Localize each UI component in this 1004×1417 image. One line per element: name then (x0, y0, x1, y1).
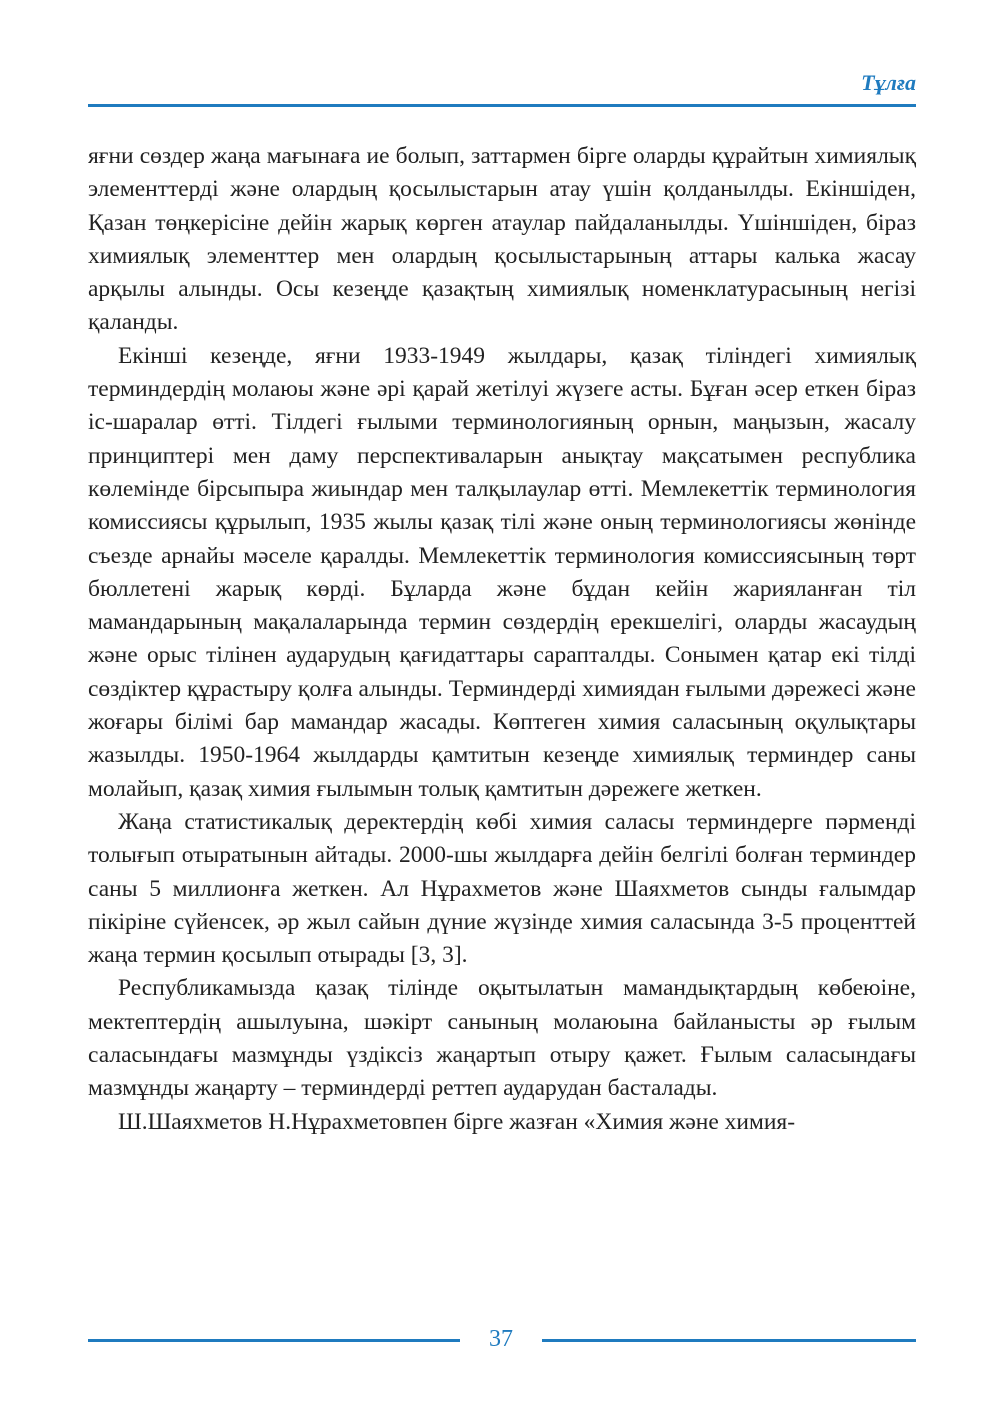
paragraph-2: Екінші кезеңде, яғни 1933-1949 жылдары, қазақ тіліндегі химиялық терминдердің молаюы және әрі қарай жетілуі жүзеге асты. Бұған әсер еткен біраз іс-шаралар өтті. Тілдегі ғылыми терминологияның орнын, маңызын, жасалу принциптері мен даму перспективаларын анықтау мақсатымен республика көлемінде бірсыпыра жиындар мен талқылаулар өтті. Мемлекеттік терминология комиссиясы құрылып, 1935 жылы қазақ тілі және оның терминологиясы жөнінде съезде арнайы мәселе қаралды. Мемлекеттік терминология комиссиясының төрт бюллетені жарық көрді. Бұларда және бұдан кейін жарияланған тіл мамандарының мақалаларында термин сөздердің ерекшелігі, оларды жасаудың және орыс тілінен аударудың қағидаттары сарапталды. Сонымен қатар екі тілді сөздіктер құрастыру қолға алынды. Терминдерді химиядан ғылыми дәрежесі және жоғары білімі бар мамандар жасады. Көптеген химия саласының оқулықтары жазылды. 1950-1964 жылдарды қамтитын кезеңде химиялық терминдер саны молайып, қазақ химия ғылымын толық қамтитын дәрежеге жеткен. (88, 342, 916, 802)
footer-divider-right (542, 1339, 916, 1342)
footer-divider-left (88, 1339, 460, 1342)
paragraph-4: Республикамызда қазақ тілінде оқытылатын мамандықтардың көбеюіне, мектептердің ашылуына, шәкірт санының молаюына байланысты әр ғылым саласындағы мазмұнды үздіксіз жаңартып отыру қажет. Ғылым саласындағы мазмұнды жаңарту – терминдерді реттеп аударудан басталады. (88, 975, 916, 1102)
body-text (88, 140, 916, 1139)
paragraph-3: Жаңа статистикалық деректердің көбі химия саласы терминдерге пәрменді толығып отыратынын айтады. 2000-шы жылдарға дейін белгілі болған терминдер саны 5 миллионға жеткен. Ал Нұрахметов және Шаяхметов сынды ғалымдар пікіріне сүйенсек, әр жыл сайын дүние жүзінде химия саласында 3-5 проценттей жаңа термин қосылып отырады [3, 3]. (88, 808, 916, 969)
paragraph-1: яғни сөздер жаңа мағынаға ие болып, заттармен бірге оларды құрайтын химиялық элементтерді және олардың қосылыстарын атау үшін қолданылды. Екіншіден, Қазан төңкерісіне дейін жарық көрген атаулар пайдаланылды. Үшіншіден, біраз химиялық элементтер мен олардың қосылыстарының аттары калька жасау арқылы алынды. Осы кезеңде қазақтың химиялық номенклатурасының негізі қаланды. (88, 143, 916, 336)
running-header-title: Тұлға (861, 70, 916, 95)
paragraph-5: Ш.Шаяхметов Н.Нұрахметовпен бірге жазған «Химия және химия- (118, 1108, 796, 1135)
header-divider (88, 104, 916, 107)
page-number: 37 (489, 1326, 513, 1352)
